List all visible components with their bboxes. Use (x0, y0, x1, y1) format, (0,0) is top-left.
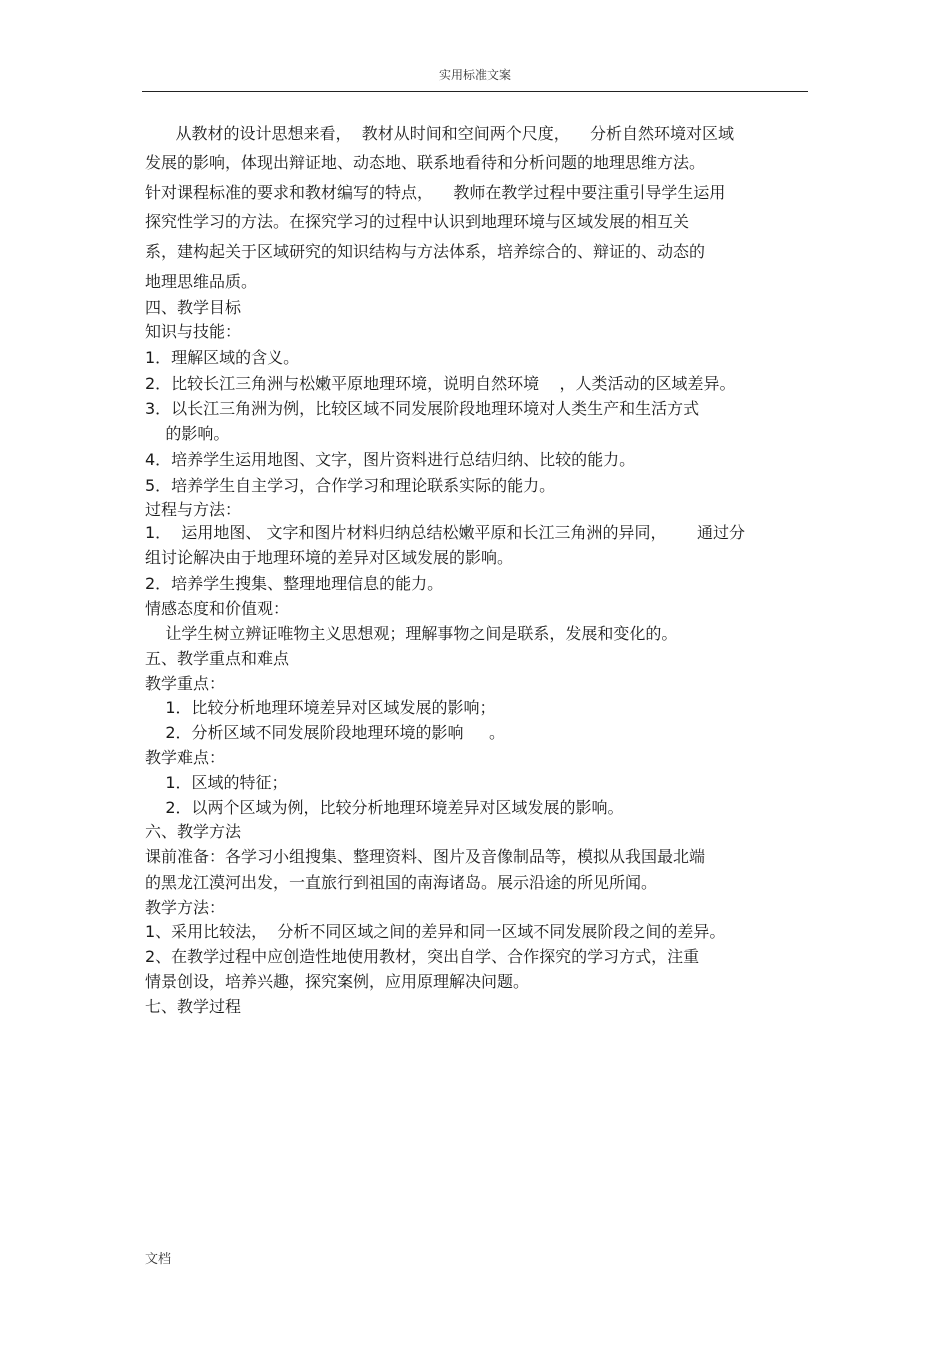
subsection-heading: 知识与技能： (145, 322, 242, 341)
paragraph-line: 让学生树立辨证唯物主义思想观；理解事物之间是联系，发展和变化的。 (145, 624, 678, 643)
list-item: 2．分析区域不同发展阶段地理环境的影响 。 (145, 723, 505, 742)
list-item: 1． 运用地图、 文字和图片材料归纳总结松嫩平原和长江三角洲的异同， 通过分 (145, 523, 745, 542)
list-item: 3．以长江三角洲为例，比较区域不同发展阶段地理环境对人类生产和生活方式 (145, 399, 700, 418)
subsection-heading: 教学重点： (145, 674, 226, 693)
page-header-title: 实用标准文案 (438, 68, 511, 82)
list-item: 1．理解区域的含义。 (145, 348, 300, 367)
list-item: 4．培养学生运用地图、文字，图片资料进行总结归纳、比较的能力。 (145, 450, 636, 469)
list-item: 2．以两个区域为例，比较分析地理环境差异对区域发展的影响。 (145, 798, 624, 817)
paragraph-line: 的黑龙江漠河出发，一直旅行到祖国的南海诸岛。展示沿途的所见所闻。 (145, 873, 658, 892)
list-item: 1．比较分析地理环境差异对区域发展的影响； (145, 698, 496, 717)
list-item: 1．区域的特征； (145, 773, 288, 792)
subsection-heading: 教学难点： (145, 748, 226, 767)
list-item: 2、在教学过程中应创造性地使用教材，突出自学、合作探究的学习方式，注重 (145, 947, 700, 966)
section-heading: 五、教学重点和难点 (145, 649, 290, 668)
list-item: 1、采用比较法， 分析不同区域之间的差异和同一区域不同发展阶段之间的差异。 (145, 922, 726, 941)
header-divider (142, 91, 808, 92)
page-footer-label: 文档 (145, 1252, 172, 1267)
section-heading: 四、教学目标 (145, 298, 242, 317)
paragraph-line: 针对课程标准的要求和教材编写的特点， 教师在教学过程中要注重引导学生运用 (145, 183, 726, 202)
subsection-heading: 过程与方法： (145, 500, 242, 519)
paragraph-line: 从教材的设计思想来看， 教材从时间和空间两个尺度， 分析自然环境对区域 (145, 124, 735, 143)
section-heading: 六、教学方法 (145, 822, 242, 841)
paragraph-line: 课前准备：各学习小组搜集、整理资料、图片及音像制品等，模拟从我国最北端 (145, 847, 706, 866)
list-item: 5．培养学生自主学习，合作学习和理论联系实际的能力。 (145, 476, 556, 495)
list-item-continuation: 组讨论解决由于地理环境的差异对区域发展的影响。 (145, 548, 514, 567)
paragraph-line: 系，建构起关于区域研究的知识结构与方法体系，培养综合的、辩证的、动态的 (145, 242, 706, 261)
section-heading: 七、教学过程 (145, 997, 242, 1016)
list-item: 2．比较长江三角洲与松嫩平原地理环境，说明自然环境 ，人类活动的区域差异。 (145, 374, 736, 393)
subsection-heading: 情感态度和价值观： (145, 599, 290, 618)
paragraph-line: 发展的影响，体现出辩证地、动态地、联系地看待和分析问题的地理思维方法。 (145, 153, 706, 172)
list-item-continuation: 情景创设，培养兴趣，探究案例，应用原理解决问题。 (145, 972, 530, 991)
paragraph-line: 探究性学习的方法。在探究学习的过程中认识到地理环境与区域发展的相互关 (145, 212, 690, 231)
subsection-heading: 教学方法： (145, 898, 226, 917)
paragraph-line: 地理思维品质。 (145, 272, 258, 291)
list-item: 2．培养学生搜集、整理地理信息的能力。 (145, 574, 444, 593)
list-item-continuation: 的影响。 (145, 424, 230, 443)
